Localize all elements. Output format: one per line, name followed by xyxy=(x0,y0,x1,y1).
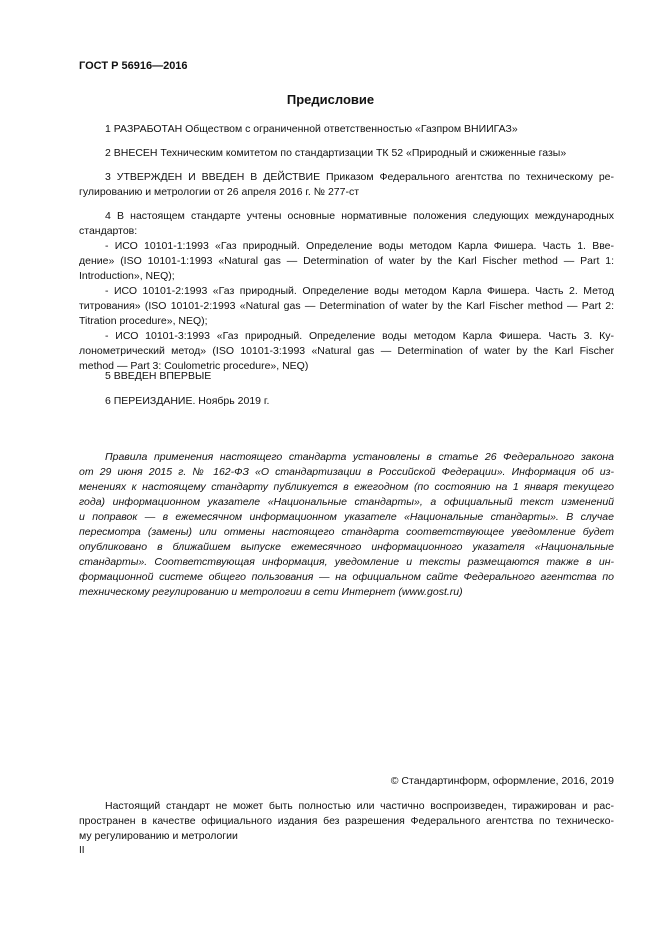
text-line: менениях к настоящему стандарту публикуется в ежегодном (по состоянию на 1 января текущего xyxy=(79,481,614,493)
text-line: формационной системе общего пользования — на официальном сайте Федерального агентства по xyxy=(79,571,614,583)
text-line: му регулированию и метрологии xyxy=(79,830,238,842)
text-line: пересмотра (замены) или отмены настоящего стандарта соответствующее уведомление будет xyxy=(79,526,614,538)
text-line: стандарты». Соответствующая информация, уведомление и тексты размещаются также в ин- xyxy=(79,556,614,568)
text-line: method — Part 3: Coulometric procedure», NEQ) xyxy=(79,360,309,372)
reproduction-notice xyxy=(79,799,614,844)
text-line: гулированию и метрологии от 26 апреля 2016 г. № 277-ст xyxy=(79,186,360,198)
text-line: Настоящий стандарт не может быть полностью или частично воспроизведен, тиражирован и рас- xyxy=(105,800,614,812)
copyright-line: © Стандартинформ, оформление, 2016, 2019 xyxy=(390,775,614,787)
item-developed: 1 РАЗРАБОТАН Обществом с ограниченной ответственностью «Газпром ВНИИГАЗ» xyxy=(105,123,518,135)
item-approved xyxy=(79,170,614,200)
text-line: техническому регулированию и метрологии в сети Интернет (www.gost.ru) xyxy=(79,586,463,598)
item-submitted: 2 ВНЕСЕН Техническим комитетом по стандартизации ТК 52 «Природный и сжиженные газы» xyxy=(105,147,567,159)
text-line: 4 В настоящем стандарте учтены основные нормативные положения следующих международных xyxy=(105,210,614,222)
text-line: - ИСО 10101-3:1993 «Газ природный. Определение воды методом Карла Фишера. Часть 3. Ку- xyxy=(105,330,614,342)
item-international-standards xyxy=(79,209,614,374)
text-line: года) информационном указателе «Национальные стандарты», а официальный текст изменений xyxy=(79,496,614,508)
text-line: - ИСО 10101-2:1993 «Газ природный. Определение воды методом Карла Фишера. Часть 2. Метод xyxy=(105,285,614,297)
text-line: 3 УТВЕРЖДЕН И ВВЕДЕН В ДЕЙСТВИЕ Приказом Федерального агентства по техническому ре- xyxy=(105,171,614,183)
text-line: - ИСО 10101-1:1993 «Газ природный. Определение воды методом Карла Фишера. Часть 1. Вве- xyxy=(105,240,614,252)
page-number: II xyxy=(79,845,85,856)
page-title: Предисловие xyxy=(286,92,375,107)
text-line: Правила применения настоящего стандарта установлены в статье 26 Федерального закона xyxy=(105,451,614,463)
text-line: и поправок — в ежемесячном информационном указателе «Национальные стандарты». В случае xyxy=(79,511,614,523)
text-line: титрования» (ISO 10101-2:1993 «Natural gas — Determination of water by the Karl Fischer method — Part 2: xyxy=(79,300,614,312)
text-line: стандартов: xyxy=(79,225,138,237)
text-line: Introduction», NEQ); xyxy=(79,270,175,282)
text-line: дение» (ISO 10101-1:1993 «Natural gas — Determination of water by the Karl Fischer method — Part 1: xyxy=(79,255,614,267)
text-line: от 29 июня 2015 г. № 162-ФЗ «О стандартизации в Российской Федерации». Информация об из- xyxy=(79,466,614,478)
text-line: опубликовано в ближайшем выпуске ежемесячного информационного указателя «Национальные xyxy=(79,541,614,553)
application-notice xyxy=(79,450,614,600)
text-line: пространен в качестве официального издания без разрешения Федерального агентства по техническо- xyxy=(79,815,614,827)
item-first-introduced: 5 ВВЕДЕН ВПЕРВЫЕ xyxy=(105,370,212,382)
text-line: Titration procedure», NEQ); xyxy=(79,315,208,327)
document-id: ГОСТ Р 56916—2016 xyxy=(79,60,188,72)
text-line: лонометрический метод» (ISO 10101-3:1993 «Natural gas — Determination of water by the Karl Fischer xyxy=(79,345,614,357)
item-reissue: 6 ПЕРЕИЗДАНИЕ. Ноябрь 2019 г. xyxy=(105,395,270,407)
